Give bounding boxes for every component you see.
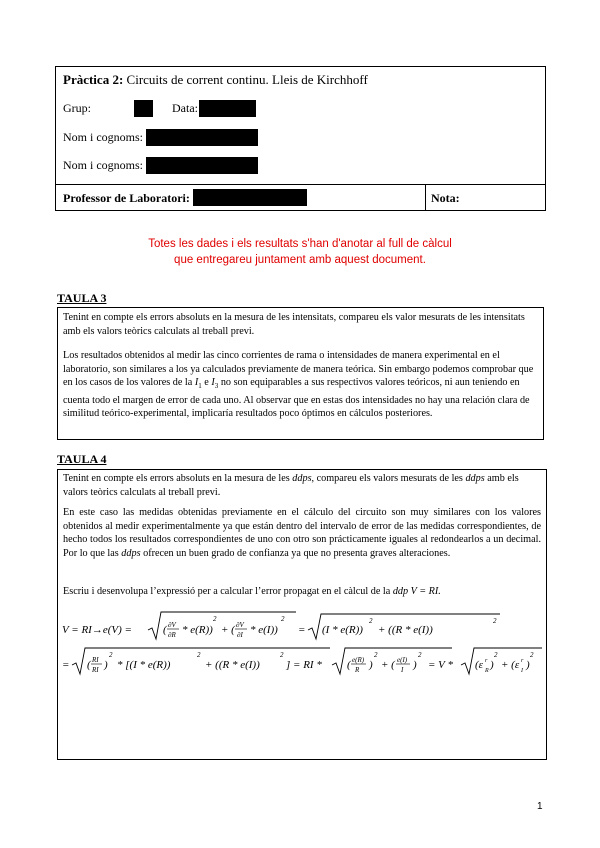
svg-text:): ): [369, 659, 373, 671]
svg-text:=: =: [298, 624, 306, 636]
error-formula-line-2: [60, 644, 544, 684]
ddps-term-1: ddps: [292, 473, 312, 484]
grup-label: Grup:: [63, 101, 91, 115]
taula4-answer-a: En este caso las medidas obtenidas previamente en el cálculo del circuito son muy similares con los valores obtenidos al medir experimentalmente ya que están dentro del intervalo de error de las medidas correspondientes, de hecho todos los resultados correspondientes de uno con otro son prácticamente iguales al redondearlos a un decimal. Por lo que las: [63, 507, 541, 559]
ddp-term: ddp: [392, 586, 409, 597]
svg-text:R: R: [485, 668, 489, 674]
svg-text:r: r: [521, 658, 524, 664]
svg-text:∂I: ∂I: [237, 631, 243, 639]
svg-text:): ): [490, 659, 494, 671]
svg-text:(ε: (ε: [475, 659, 483, 671]
svg-text:+ (: + (: [381, 659, 395, 671]
nom1-redaction: [146, 129, 258, 146]
svg-text:2: 2: [280, 651, 284, 659]
i3-symbol: I: [211, 377, 215, 388]
and-word: e: [204, 377, 209, 388]
svg-text:2: 2: [197, 651, 201, 659]
svg-text:2: 2: [418, 651, 422, 659]
expression-prompt: [63, 585, 541, 599]
nom2-redaction: [146, 157, 258, 174]
svg-text:* [(I * e(R)): * [(I * e(R)): [117, 659, 171, 671]
svg-text:e(R): e(R): [352, 656, 365, 664]
professor-redaction: [193, 189, 307, 206]
i3-subscript: 3: [214, 382, 219, 391]
svg-text:+ ((R * e(I)): + ((R * e(I)): [378, 624, 433, 636]
svg-text:∂R: ∂R: [168, 631, 176, 639]
taula3-answer-part2: no son equiparables a sus respectivos valores teóricos, ni aun teniendo en cuenta todo el margen de error de cada uno. Al observar que en estas dos intensidades no hay una relación clara de similitud teórico-experimental, implicaría resultados poco óptimos en cálculos posteriores.: [63, 377, 530, 420]
svg-text:+ (ε: + (ε: [501, 659, 520, 671]
taula4-instruction-c: amb els valors teòrics calculats al treball previ.: [63, 473, 519, 498]
svg-text:2: 2: [281, 615, 285, 623]
practice-title-bold: Pràctica 2:: [63, 72, 124, 87]
svg-text:2: 2: [374, 651, 378, 659]
header-divider: [55, 184, 546, 185]
professor-label: Professor de Laboratori:: [63, 191, 190, 205]
svg-text:2: 2: [369, 617, 373, 625]
svg-text:+ ((R * e(I)): + ((R * e(I)): [205, 659, 260, 671]
taula4-instruction: [63, 472, 541, 499]
data-label: Data:: [172, 101, 198, 115]
nom2-label: Nom i cognoms:: [63, 158, 143, 172]
page-number: 1: [537, 801, 543, 812]
ddps-term-2: ddps: [465, 473, 485, 484]
svg-text:2: 2: [530, 651, 534, 659]
svg-text:] = RI *: ] = RI *: [286, 659, 322, 671]
svg-text:r: r: [485, 658, 488, 664]
taula3-instruction: Tenint en compte els errors absoluts en la mesura de les intensitats, compareu els valor mesurats de les intensitats amb els valors teòrics calculats al treball previ.: [63, 312, 525, 337]
taula4-heading: TAULA 4: [57, 452, 107, 466]
svg-text:I: I: [521, 668, 523, 674]
i1-subscript: 1: [198, 382, 202, 391]
nom1-label: Nom i cognoms:: [63, 130, 143, 144]
svg-text:2: 2: [213, 615, 217, 623]
svg-text:): ): [104, 659, 108, 671]
taula3-answer: [63, 349, 538, 421]
svg-text:* e(I)): * e(I)): [250, 624, 278, 636]
notice-line-1: Totes les dades i els resultats s'han d'anotar al full de càlcul: [148, 238, 452, 250]
svg-text:I: I: [401, 666, 404, 674]
practice-title: [63, 72, 368, 88]
svg-text:V = RI→e(V) =: V = RI→e(V) =: [62, 624, 132, 636]
svg-text:(: (: [347, 659, 351, 671]
svg-text:RI: RI: [92, 666, 99, 674]
taula4-answer: [63, 506, 541, 560]
svg-text:): ): [413, 659, 417, 671]
svg-text:(: (: [163, 624, 167, 636]
expression-prompt-a: Escriu i desenvolupa l’expressió per a calcular l’error propagat en el càlcul de la: [63, 586, 391, 597]
svg-text:R: R: [355, 666, 360, 674]
svg-text:RI: RI: [92, 656, 99, 664]
ddps-term-3: ddps: [121, 547, 141, 559]
notice-line-2: que entregareu juntament amb aquest document.: [174, 254, 426, 266]
svg-text:=: =: [62, 659, 70, 671]
svg-text:∂V: ∂V: [168, 621, 176, 629]
svg-text:2: 2: [494, 651, 498, 659]
svg-text:2: 2: [109, 651, 113, 659]
svg-text:(I * e(R)): (I * e(R)): [322, 624, 363, 636]
taula4-answer-b: ofrecen un buen grado de confianza ya que no presenta graves alteraciones.: [143, 547, 451, 559]
taula3-heading: TAULA 3: [57, 291, 107, 305]
data-redaction: [199, 100, 256, 117]
svg-text:+ (: + (: [221, 624, 235, 636]
grup-redaction: [134, 100, 153, 117]
taula4-instruction-a: Tenint en compte els errors absoluts en la mesura de les: [63, 473, 290, 484]
svg-text:2: 2: [493, 617, 497, 625]
taula4-instruction-b: , compareu els valors mesurats de les: [311, 473, 463, 484]
taula3-answer-part1: Los resultados obtenidos al medir las cinco corrientes de rama o intensidades de manera experimental en el laboratorio, son similares a los ya calculados previamente de manera teórica. Sin embargo podemos comprobar que en los casos de los valores de la: [63, 350, 534, 388]
header-vertical-divider: [425, 184, 426, 211]
svg-text:(: (: [87, 659, 91, 671]
nota-label: Nota:: [431, 191, 460, 205]
error-formula-line-1: [60, 606, 544, 646]
ddp-formula: V = RI.: [410, 586, 441, 597]
i1-symbol: I: [194, 377, 199, 388]
svg-text:= V *: = V *: [428, 659, 453, 671]
svg-text:* e(R)): * e(R)): [182, 624, 213, 636]
svg-text:): ): [526, 659, 530, 671]
svg-text:e(I): e(I): [397, 656, 408, 664]
practice-title-text: Circuits de corrent continu. Lleis de Kirchhoff: [126, 72, 368, 87]
svg-text:∂V: ∂V: [236, 621, 244, 629]
